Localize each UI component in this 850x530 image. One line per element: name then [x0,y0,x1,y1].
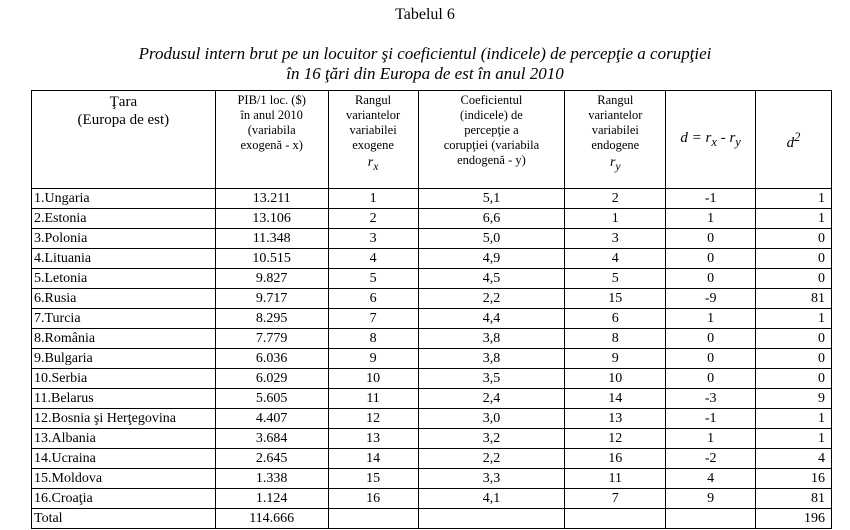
table-cell: 8 [328,329,418,349]
table-cell: 9 [565,349,666,369]
table-row [32,409,832,429]
table-row [32,449,832,469]
table-cell: 16 [565,449,666,469]
table-cell: 14.Ucraina [32,449,216,469]
table-cell: 13.106 [215,209,328,229]
table-cell: 2.Estonia [32,209,216,229]
header-row [32,91,832,189]
table-cell: 196 [756,509,832,529]
table-cell: 1.Ungaria [32,189,216,209]
table-title-line-2: în 16 ţări din Europa de est în anul 2010 [286,64,564,83]
table-row [32,429,832,449]
table-cell: 10 [328,369,418,389]
table-title [0,44,850,84]
table-cell: Total [32,509,216,529]
table-cell [328,509,418,529]
table-row [32,269,832,289]
table-cell: 1 [328,189,418,209]
table-cell: 2.645 [215,449,328,469]
table-cell: 0 [756,349,832,369]
table-cell: 3,3 [418,469,565,489]
table-cell: 3,0 [418,409,565,429]
table-cell: 1 [756,209,832,229]
table-caption-label: Tabelul 6 [395,6,455,23]
table-cell: 15 [565,289,666,309]
table-cell: 0 [666,269,756,289]
table-cell: 9 [328,349,418,369]
table-cell: 6 [328,289,418,309]
table-cell: 9.717 [215,289,328,309]
table-cell: 0 [666,249,756,269]
table-cell: 7.Turcia [32,309,216,329]
table-cell: 6.Rusia [32,289,216,309]
table-cell: 9 [666,489,756,509]
table-body [32,189,832,529]
table-row [32,369,832,389]
formula-d-squared: $d^2$ [786,130,801,151]
table-row [32,209,832,229]
table-cell: 2 [565,189,666,209]
table-cell: 8 [565,329,666,349]
table-cell: 7 [565,489,666,509]
table-cell: 13 [565,409,666,429]
table-cell: 7.779 [215,329,328,349]
column-header: Ţara (Europa de est) [32,91,216,189]
table-cell: 13 [328,429,418,449]
table-row [32,309,832,329]
column-header [666,91,756,189]
table-cell: 0 [666,329,756,349]
table-cell: 12.Bosnia şi Herţegovina [32,409,216,429]
table-cell: 4,1 [418,489,565,509]
table-cell: 14 [565,389,666,409]
table-cell: 1 [666,209,756,229]
table-cell: 2 [328,209,418,229]
data-table [31,90,832,529]
column-header: Rangul variantelor variabilei exogene $r_x$ [328,91,418,189]
table-cell: 10.515 [215,249,328,269]
table-cell: 11 [565,469,666,489]
table-cell: -1 [666,189,756,209]
table-cell: 9.Bulgaria [32,349,216,369]
table-cell: 5,0 [418,229,565,249]
table-cell: 4 [565,249,666,269]
table-row [32,289,832,309]
table-cell: 2,2 [418,449,565,469]
table-cell: 10 [565,369,666,389]
table-cell: 4.407 [215,409,328,429]
table-cell: 15 [328,469,418,489]
table-cell: 10.Serbia [32,369,216,389]
table-cell: 3,8 [418,329,565,349]
table-cell: 11.348 [215,229,328,249]
table-cell: 1.338 [215,469,328,489]
table-cell: 5.Letonia [32,269,216,289]
table-cell: 4 [756,449,832,469]
column-header: Coeficientul (indicele) de percepţie a corupţiei (variabila endogenă - y) [418,91,565,189]
table-cell: 1 [666,429,756,449]
table-cell: 2,4 [418,389,565,409]
table-cell: 4 [666,469,756,489]
table-cell: 9 [756,389,832,409]
table-cell: 9.827 [215,269,328,289]
table-cell: 1.124 [215,489,328,509]
table-title-line-1: Produsul intern brut pe un locuitor şi coeficientul (indicele) de percepţie a corupţiei [138,44,712,63]
table-cell: 11.Belarus [32,389,216,409]
table-cell: 0 [756,269,832,289]
table-row [32,249,832,269]
column-header: Rangul variantelor variabilei endogene $r_y$ [565,91,666,189]
table-row [32,229,832,249]
table-cell: 3,5 [418,369,565,389]
table-cell: 3,2 [418,429,565,449]
table-cell: 16 [328,489,418,509]
table-cell: 6.036 [215,349,328,369]
table-row [32,189,832,209]
table-cell: 0 [666,369,756,389]
table-cell: 3.684 [215,429,328,449]
table-cell: -1 [666,409,756,429]
table-row [32,329,832,349]
table-cell: 81 [756,489,832,509]
table-cell: 15.Moldova [32,469,216,489]
table-cell: 1 [666,309,756,329]
table-cell: 12 [565,429,666,449]
table-cell: 0 [666,229,756,249]
table-row [32,469,832,489]
table-cell: 2,2 [418,289,565,309]
table-cell: 4,4 [418,309,565,329]
table-cell: 0 [756,329,832,349]
table-cell: 4,9 [418,249,565,269]
table-cell: 3.Polonia [32,229,216,249]
table-row [32,349,832,369]
formula-d: $d = r_x - r_y$ [680,130,741,149]
table-cell: 81 [756,289,832,309]
table-row [32,489,832,509]
table-row [32,389,832,409]
table-cell: 6.029 [215,369,328,389]
table-cell: 5,1 [418,189,565,209]
table-cell: 3 [565,229,666,249]
table-cell: 7 [328,309,418,329]
table-cell [666,509,756,529]
table-cell: 3,8 [418,349,565,369]
table-cell: 8.România [32,329,216,349]
table-cell: 11 [328,389,418,409]
table-cell: 4,5 [418,269,565,289]
table-cell: -2 [666,449,756,469]
table-cell: 1 [756,309,832,329]
table-cell: 6,6 [418,209,565,229]
table-cell: 16 [756,469,832,489]
table-cell: -3 [666,389,756,409]
table-cell: 114.666 [215,509,328,529]
table-cell: 8.295 [215,309,328,329]
table-cell [565,509,666,529]
table-cell: 0 [756,229,832,249]
table-cell: 13.211 [215,189,328,209]
table-cell: 3 [328,229,418,249]
rank-symbol: $r_y$ [609,155,621,173]
table-cell: 5 [565,269,666,289]
table-cell: 4 [328,249,418,269]
column-header: PIB/1 loc. ($) în anul 2010 (variabila exogenă - x) [215,91,328,189]
table-cell: 14 [328,449,418,469]
table-cell: 5 [328,269,418,289]
table-cell: 5.605 [215,389,328,409]
table-cell: 1 [756,409,832,429]
table-cell: 12 [328,409,418,429]
table-cell: 16.Croaţia [32,489,216,509]
rank-symbol: $r_x$ [367,155,379,173]
table-cell [418,509,565,529]
table-cell: 4.Lituania [32,249,216,269]
table-cell: 13.Albania [32,429,216,449]
table-cell: 0 [756,369,832,389]
table-cell: 6 [565,309,666,329]
table-cell: 1 [756,429,832,449]
column-header [756,91,832,189]
table-cell: 0 [666,349,756,369]
table-cell: -9 [666,289,756,309]
table-cell: 0 [756,249,832,269]
table-cell: 1 [565,209,666,229]
table-cell: 1 [756,189,832,209]
total-row [32,509,832,529]
